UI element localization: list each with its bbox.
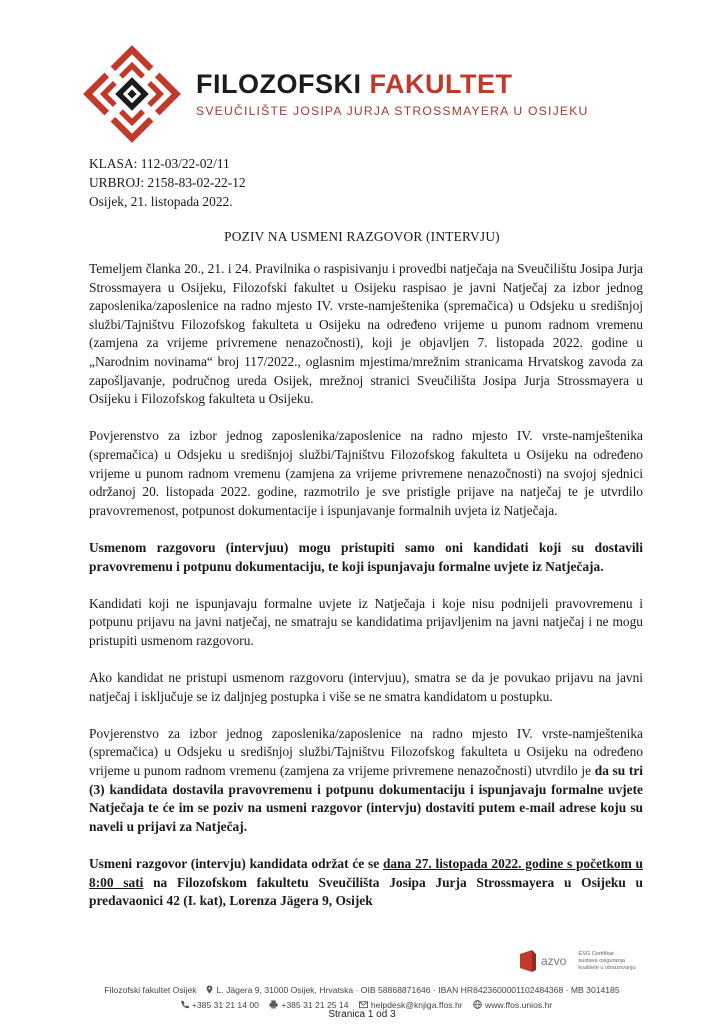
- azvo-badge: [518, 950, 656, 972]
- location-pin-icon: [205, 985, 214, 994]
- paragraph-3: Usmenom razgovoru (intervjuu) mogu pristupiti samo oni kandidati koji su dostavili pravovremenu i potpunu dokumentaciju, te koji ispunjavaju formalne uvjete iz Natječaja.: [89, 539, 643, 574]
- paragraph-6: [89, 725, 643, 837]
- azvo-cert-line-1: ESG Certifikat: [578, 950, 614, 957]
- azvo-cert-line-3: kvalitete u obrazovanju: [578, 964, 636, 971]
- paragraph-6-text: Povjerenstvo za izbor jednog zaposlenika/zaposlenice na radno mjesto IV. vrste-namještenika (spremačica) u Odsjeku u središnjoj službi/Tajništvu Filozofskog fakulteta u Osijeku na određeno vrijeme u punom radnom vremenu (zamjena za vrijeme privremene nenazočnosti) utvrdilo je: [89, 725, 643, 779]
- faculty-name-word1: FILOZOFSKI: [196, 68, 362, 99]
- phone-icon: [180, 1000, 189, 1009]
- azvo-word: azvo: [541, 954, 567, 968]
- footer-org: Filozofski fakultet Osijek: [104, 985, 197, 995]
- document-body: [89, 260, 643, 929]
- paragraph-2: Povjerenstvo za izbor jednog zaposlenika/zaposlenice na radno mjesto IV. vrste-namještenika (spremačica) u Odsjeku u središnjoj službi/Tajništvu Filozofskog fakulteta u Osijeku na određeno vrijeme u punom radnom vremenu (zamjena za vrijeme privremene nenazočnosti) na svojoj sjednici održanoj 20. listopada 2022. godine, razmotrilo je sve pristigle prijave na natječaj te je utvrdilo pravovremenost, potpunost dokumentacije i ispunjavanje formalnih uvjeta iz Natječaja.: [89, 428, 643, 518]
- letterhead: [78, 40, 589, 148]
- paragraph-7: [89, 855, 643, 911]
- paragraph-6-bold: da su tri (3) kandidata dostavila pravovremenu i potpunu dokumentaciju i ispunjavaju formalne uvjete Natječaja te će im se poziv na usmeni razgovor (intervju) dostaviti putem e-mail adrese koju su naveli u prijavi za Natječaj.: [89, 763, 643, 834]
- place-date-line: Osijek, 21. listopada 2022.: [89, 194, 233, 209]
- footer-address: L. Jägera 9, 31000 Osijek, Hrvatska: [216, 985, 354, 995]
- university-name: SVEUČILIŠTE JOSIPA JURJA STROSSMAYERA U OSIJEKU: [196, 103, 589, 118]
- faculty-name: [196, 68, 589, 99]
- document-title: POZIV NA USMENI RAZGOVOR (INTERVJU): [224, 229, 500, 244]
- azvo-logo-icon: [518, 950, 536, 972]
- klasa-line: KLASA: 112-03/22-02/11: [89, 156, 230, 171]
- fax-icon: [269, 1000, 278, 1009]
- urbroj-line: URBROJ: 2158-83-02-22-12: [89, 175, 246, 190]
- paragraph-5: Ako kandidat ne pristupi usmenom razgovoru (intervjuu), smatra se da je povukao prijavu na javni natječaj i isključuje se iz daljnjeg postupka i više se ne smatra kandidatom u postupku.: [89, 670, 643, 704]
- paragraph-7-text-a: Usmeni razgovor (intervju) kandidata održat će se: [89, 856, 383, 871]
- brand-block: [196, 68, 589, 118]
- paragraph-4: Kandidati koji ne ispunjavaju formalne uvjete iz Natječaja i koje nisu podnijeli pravovremenu i potpunu prijavu na javni natječaj, ne smatraju se kandidatima prijavljenim na javni natječaj i ne mogu pristupiti usmenom razgovoru.: [89, 595, 643, 648]
- footer-fax: +385 31 21 25 14: [281, 1000, 349, 1010]
- azvo-cert-line-2: sustava osiguranja: [578, 957, 626, 964]
- paragraph-1: Temeljem članka 20., 21. i 24. Pravilnika o raspisivanju i provedbi natječaja na Sveučilištu Josipa Jurja Strossmayera u Osijeku, Filozofski fakultet u Osijeku raspisao je javni Natječaj za izbor jednog zaposlenika/zaposlenice na radno mjesto IV. vrste-namještenika (spremačica) u Odsjeku u središnjoj službi/Tajništvu Filozofskog fakulteta u Osijeku na određeno vrijeme u punom radnom vremenu (zamjena za vrijeme privremene nenazočnosti), koji je objavljen 7. listopada 2022. godine u „Narodnim novinama“ broj 117/2022., oglasnim mjestima/mrežnim stranicama Hrvatskog zavoda za zapošljavanje, područnog ureda Osijek, mrežnoj stranici Sveučilišta Josipa Jurja Strossmayera u Osijeku i Filozofskog fakulteta u Osijeku.: [89, 261, 643, 407]
- footer-phone: +385 31 21 14 00: [191, 1000, 259, 1010]
- globe-icon: [473, 1000, 482, 1009]
- paragraph-7-text-b: na Filozofskom fakultetu Sveučilišta Josipa Jurja Strossmayera u Osijeku u predavaonici 42 (I. kat), Lorenza Jägera 9, Osijek: [89, 874, 643, 909]
- page-counter: Stranica 1 od 3: [328, 1009, 396, 1020]
- footer-email[interactable]: helpdesk@knjiga.ffos.hr: [370, 1000, 463, 1010]
- mail-icon: [359, 1000, 368, 1009]
- interview-date-time: dana 27. listopada 2022. godine s početkom u 8:00 sati: [89, 856, 643, 890]
- footer-website[interactable]: www.ffos.unios.hr: [484, 1000, 553, 1010]
- reference-block: [89, 154, 246, 211]
- faculty-name-word2: FAKULTET: [369, 68, 513, 99]
- azvo-certificate-text: [578, 951, 656, 972]
- footer-address-line: [0, 985, 724, 995]
- footer-ids: · OIB 58868871646 · IBAN HR8423600001102484368 · MB 3014185: [355, 985, 620, 995]
- faculty-logo-icon: [78, 40, 186, 148]
